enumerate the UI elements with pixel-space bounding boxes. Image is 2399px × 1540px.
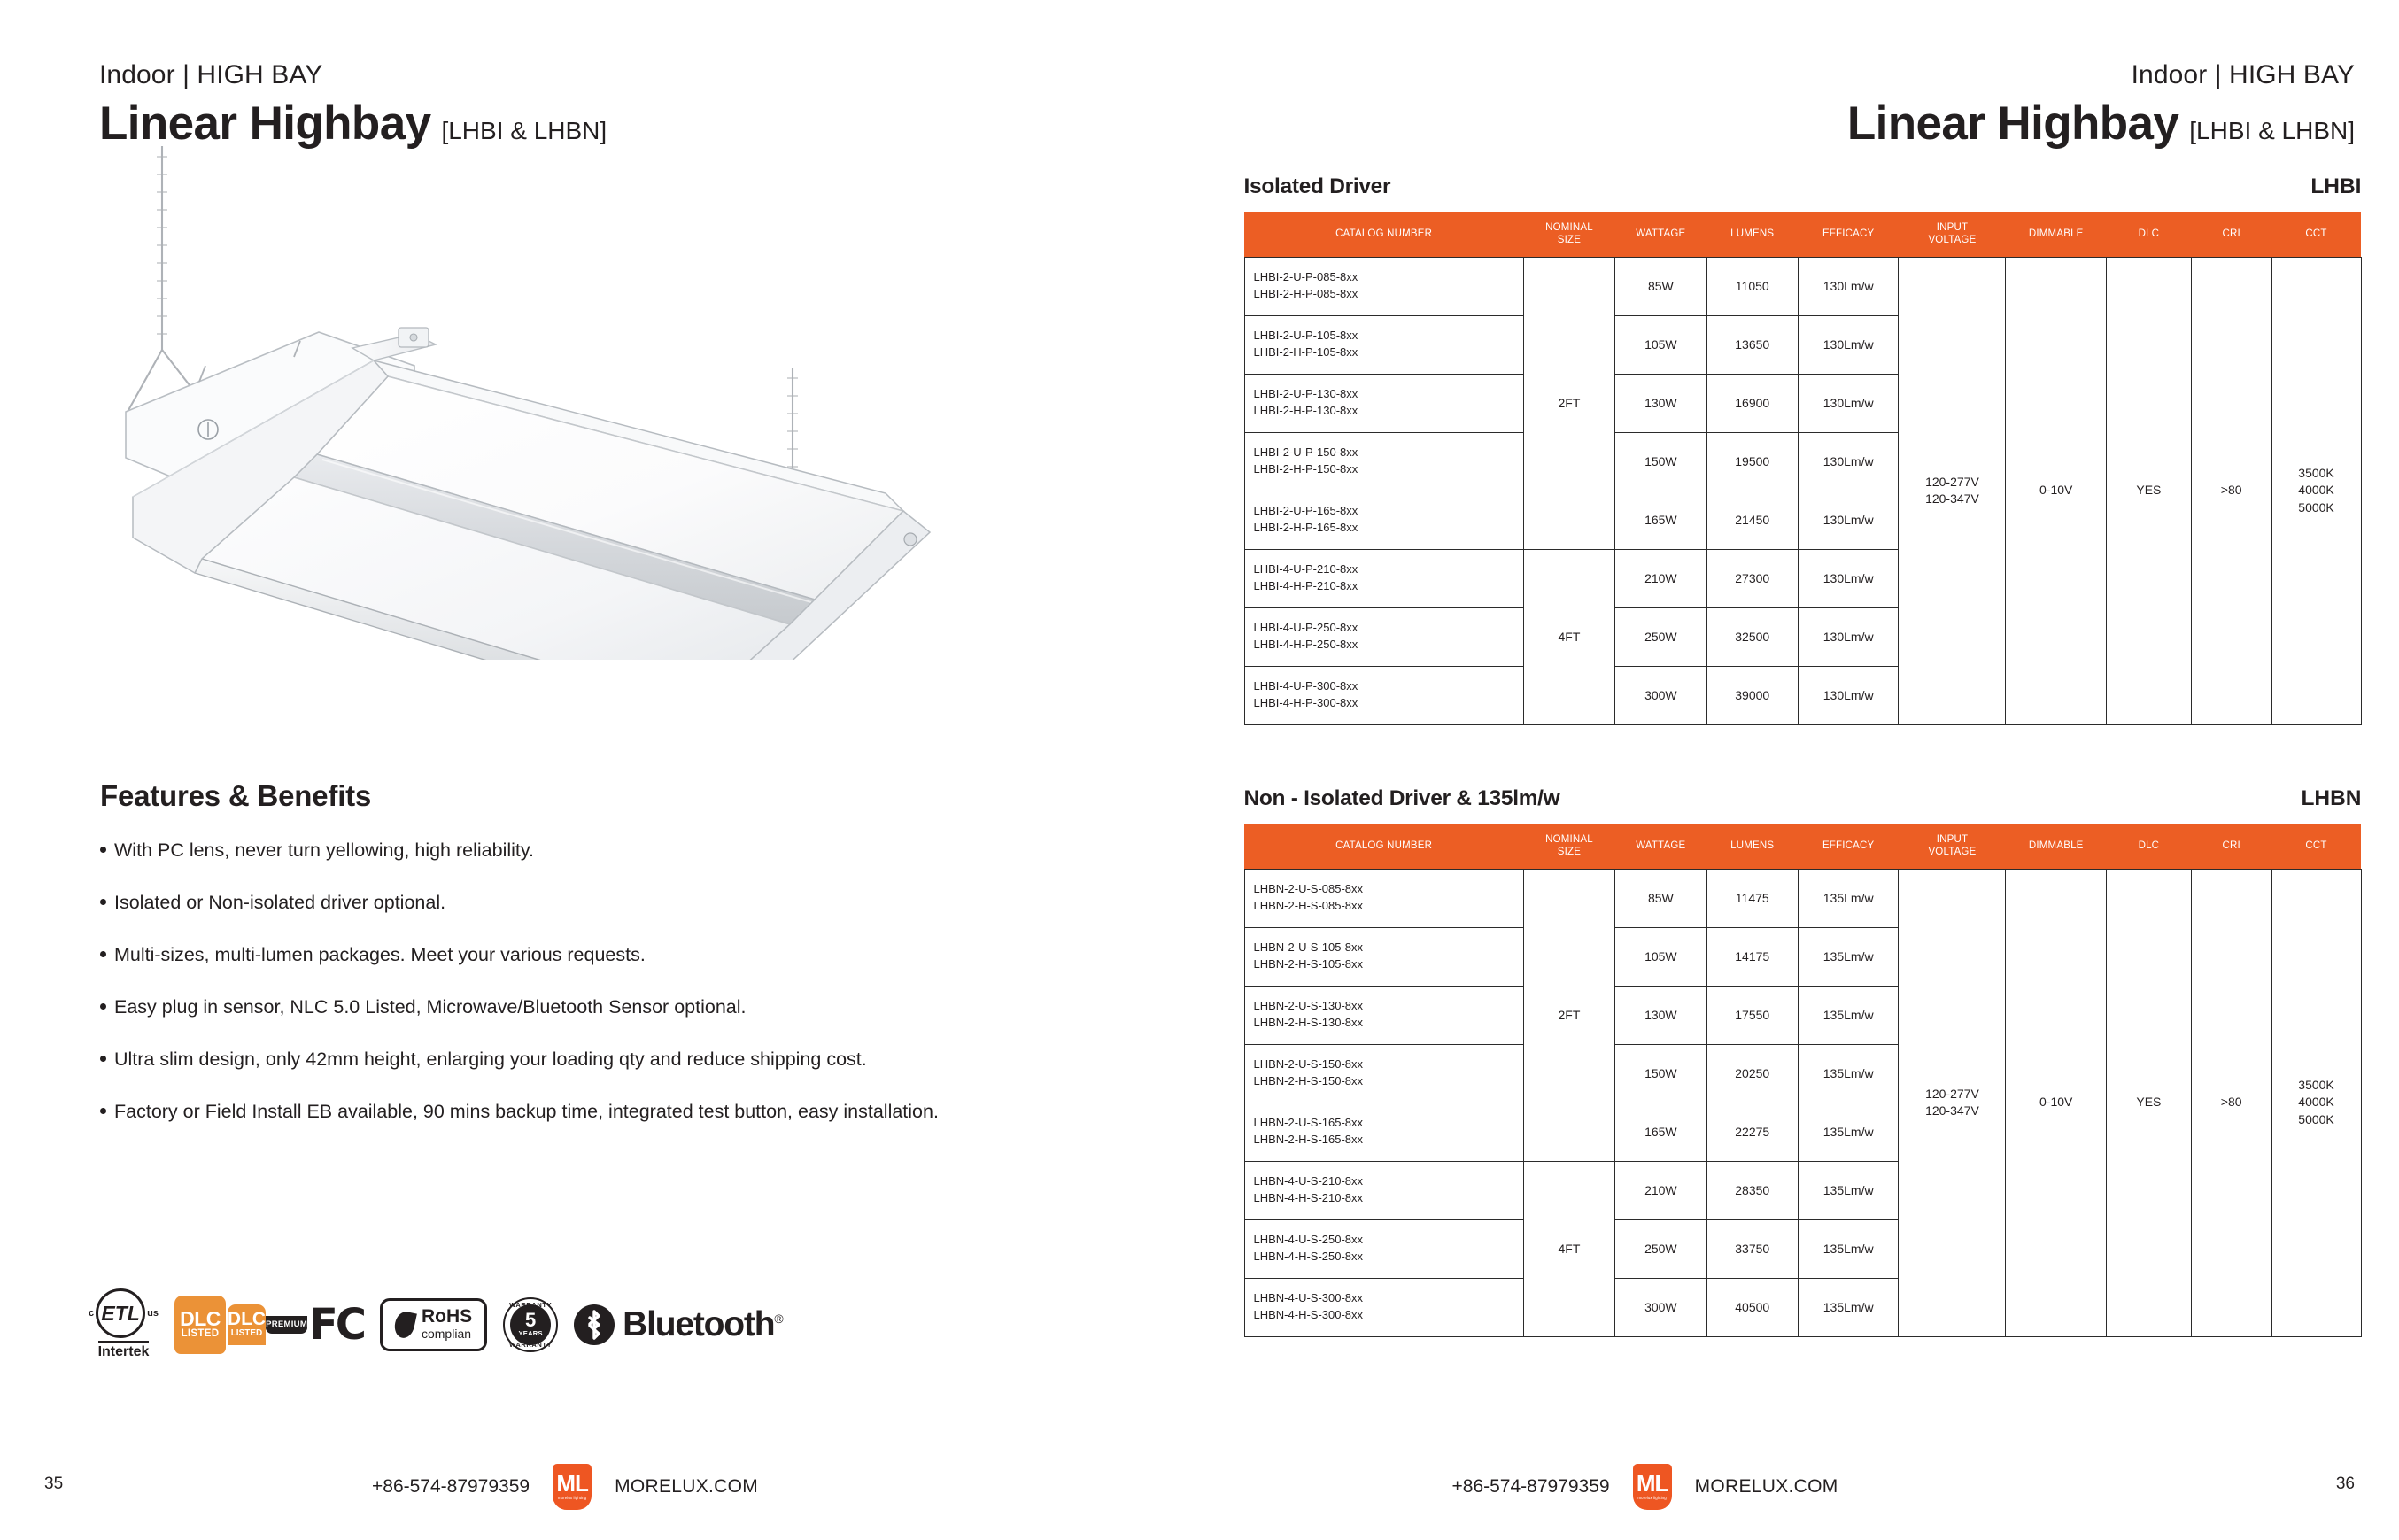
nominal-size-cell: 2FT bbox=[1523, 257, 1614, 549]
bluetooth-icon bbox=[574, 1304, 615, 1345]
table-caption: Isolated Driver bbox=[1243, 174, 1391, 198]
catalog-number-cell: LHBN-2-U-S-150-8xx LHBN-2-H-S-150-8xx bbox=[1244, 1044, 1523, 1103]
certification-badges bbox=[89, 1288, 782, 1360]
table-row bbox=[1244, 257, 2361, 315]
logo-letters: ML bbox=[556, 1469, 588, 1497]
bullet-icon bbox=[100, 951, 106, 957]
lumens-cell: 21450 bbox=[1706, 491, 1798, 549]
page-number: 35 bbox=[44, 1474, 64, 1493]
feature-text: Easy plug in sensor, NLC 5.0 Listed, Microwave/Bluetooth Sensor optional. bbox=[114, 996, 747, 1018]
wattage-cell: 250W bbox=[1615, 607, 1706, 666]
catalog-number-cell: LHBN-2-U-S-085-8xx LHBN-2-H-S-085-8xx bbox=[1244, 869, 1523, 927]
feature-item bbox=[100, 1047, 1145, 1072]
dimmable-cell: 0-10V bbox=[2006, 869, 2106, 1336]
efficacy-cell: 130Lm/w bbox=[1798, 257, 1898, 315]
feature-text: Factory or Field Install EB available, 90 mins backup time, integrated test button, easy installation. bbox=[114, 1101, 939, 1123]
product-codes: [LHBI & LHBN] bbox=[441, 117, 607, 144]
wattage-cell: 300W bbox=[1615, 1278, 1706, 1336]
efficacy-cell: 130Lm/w bbox=[1798, 374, 1898, 432]
dlc-premium-listed-label: LISTED bbox=[230, 1327, 263, 1338]
catalog-number-cell: LHBI-4-U-P-210-8xx LHBI-4-H-P-210-8xx bbox=[1244, 549, 1523, 607]
column-header: LUMENS bbox=[1706, 824, 1798, 869]
page-header-right bbox=[1847, 60, 2355, 151]
page-right bbox=[1200, 0, 2399, 1540]
efficacy-cell: 130Lm/w bbox=[1798, 607, 1898, 666]
column-header: CRI bbox=[2191, 824, 2271, 869]
category-kicker: Indoor | HIGH BAY bbox=[2131, 60, 2355, 89]
dlc-cell: YES bbox=[2106, 257, 2191, 724]
column-header: DLC bbox=[2106, 824, 2191, 869]
column-header: WATTAGE bbox=[1615, 212, 1706, 257]
wattage-cell: 130W bbox=[1615, 986, 1706, 1044]
column-header: NOMINAL SIZE bbox=[1523, 824, 1614, 869]
dlc-cell: YES bbox=[2106, 869, 2191, 1336]
efficacy-cell: 130Lm/w bbox=[1798, 315, 1898, 374]
catalog-number-cell: LHBN-2-U-S-130-8xx LHBN-2-H-S-130-8xx bbox=[1244, 986, 1523, 1044]
catalog-number-cell: LHBI-2-U-P-165-8xx LHBI-2-H-P-165-8xx bbox=[1244, 491, 1523, 549]
rohs-label: RoHS bbox=[421, 1305, 473, 1327]
page-footer-left bbox=[0, 1459, 1200, 1512]
input-voltage-cell: 120-277V 120-347V bbox=[1899, 257, 2006, 724]
etl-mark: ETL bbox=[96, 1288, 145, 1338]
efficacy-cell: 135Lm/w bbox=[1798, 1278, 1898, 1336]
website-url[interactable]: MORELUX.COM bbox=[615, 1476, 759, 1497]
wattage-cell: 165W bbox=[1615, 1103, 1706, 1161]
page-header-left bbox=[99, 60, 607, 151]
efficacy-cell: 135Lm/w bbox=[1798, 1161, 1898, 1219]
column-header: CCT bbox=[2271, 824, 2361, 869]
fcc-badge: FC bbox=[308, 1299, 364, 1350]
wattage-cell: 165W bbox=[1615, 491, 1706, 549]
wattage-cell: 210W bbox=[1615, 549, 1706, 607]
contact-phone[interactable]: +86-574-87979359 bbox=[1451, 1476, 1610, 1497]
efficacy-cell: 135Lm/w bbox=[1798, 1044, 1898, 1103]
bullet-icon bbox=[100, 899, 106, 905]
logo-letters: ML bbox=[1636, 1469, 1668, 1497]
efficacy-cell: 130Lm/w bbox=[1798, 549, 1898, 607]
efficacy-cell: 135Lm/w bbox=[1798, 986, 1898, 1044]
lumens-cell: 27300 bbox=[1706, 549, 1798, 607]
rohs-compliant-label: complian bbox=[421, 1326, 472, 1341]
rohs-badge bbox=[380, 1298, 487, 1351]
bullet-icon bbox=[100, 847, 106, 853]
logo-tagline: morelux lighting bbox=[1637, 1496, 1667, 1501]
nominal-size-cell: 2FT bbox=[1523, 869, 1614, 1161]
table-caption: Non - Isolated Driver & 135lm/w bbox=[1243, 786, 1560, 810]
catalog-number-cell: LHBI-2-U-P-085-8xx LHBI-2-H-P-085-8xx bbox=[1244, 257, 1523, 315]
cri-cell: >80 bbox=[2191, 257, 2271, 724]
feature-item bbox=[100, 942, 1145, 968]
table-series-code: LHBN bbox=[2301, 786, 2362, 810]
bluetooth-label: Bluetooth® bbox=[623, 1304, 783, 1343]
page-number: 36 bbox=[2335, 1474, 2355, 1493]
dlc-label: DLC bbox=[180, 1306, 221, 1330]
column-header: WATTAGE bbox=[1615, 824, 1706, 869]
catalog-number-cell: LHBI-2-U-P-105-8xx LHBI-2-H-P-105-8xx bbox=[1244, 315, 1523, 374]
table-header-row bbox=[1244, 212, 2361, 257]
lumens-cell: 16900 bbox=[1706, 374, 1798, 432]
lumens-cell: 28350 bbox=[1706, 1161, 1798, 1219]
features-heading: Features & Benefits bbox=[100, 779, 372, 812]
wattage-cell: 210W bbox=[1615, 1161, 1706, 1219]
lumens-cell: 11050 bbox=[1706, 257, 1798, 315]
etl-intertek-badge bbox=[89, 1288, 159, 1360]
feature-text: Isolated or Non-isolated driver optional. bbox=[114, 892, 446, 914]
lumens-cell: 11475 bbox=[1706, 869, 1798, 927]
column-header: CCT bbox=[2271, 212, 2361, 257]
column-header: CATALOG NUMBER bbox=[1244, 212, 1523, 257]
feature-item bbox=[100, 1099, 1145, 1125]
efficacy-cell: 135Lm/w bbox=[1798, 1103, 1898, 1161]
input-voltage-cell: 120-277V 120-347V bbox=[1899, 869, 2006, 1336]
cct-cell: 3500K 4000K 5000K bbox=[2271, 257, 2361, 724]
column-header: DLC bbox=[2106, 212, 2191, 257]
efficacy-cell: 130Lm/w bbox=[1798, 666, 1898, 724]
table-row bbox=[1244, 869, 2361, 927]
dlc-premium-badge bbox=[227, 1296, 308, 1354]
lumens-cell: 33750 bbox=[1706, 1219, 1798, 1278]
features-list bbox=[100, 838, 1145, 1125]
suspension-chain-left bbox=[128, 146, 202, 412]
premium-label: PREMIUM bbox=[266, 1316, 307, 1334]
wattage-cell: 105W bbox=[1615, 315, 1706, 374]
wattage-cell: 130W bbox=[1615, 374, 1706, 432]
warranty-years-number: 5 bbox=[525, 1309, 537, 1332]
lumens-cell: 17550 bbox=[1706, 986, 1798, 1044]
column-header: CRI bbox=[2191, 212, 2271, 257]
wattage-cell: 300W bbox=[1615, 666, 1706, 724]
warranty-bottom-label: WARRANTY bbox=[509, 1340, 553, 1349]
efficacy-cell: 130Lm/w bbox=[1798, 432, 1898, 491]
efficacy-cell: 135Lm/w bbox=[1798, 869, 1898, 927]
lumens-cell: 22275 bbox=[1706, 1103, 1798, 1161]
cct-cell: 3500K 4000K 5000K bbox=[2271, 869, 2361, 1336]
feature-text: Multi-sizes, multi-lumen packages. Meet your various requests. bbox=[114, 944, 646, 966]
lumens-cell: 13650 bbox=[1706, 315, 1798, 374]
warranty-badge bbox=[503, 1297, 558, 1352]
spec-table bbox=[1244, 824, 2362, 1337]
wattage-cell: 85W bbox=[1615, 869, 1706, 927]
catalog-number-cell: LHBI-4-U-P-250-8xx LHBI-4-H-P-250-8xx bbox=[1244, 607, 1523, 666]
catalog-number-cell: LHBN-4-U-S-300-8xx LHBN-4-H-S-300-8xx bbox=[1244, 1278, 1523, 1336]
column-header: INPUT VOLTAGE bbox=[1899, 824, 2006, 869]
warranty-years-label: YEARS bbox=[518, 1329, 543, 1338]
dlc-listed-label: LISTED bbox=[181, 1328, 220, 1340]
catalog-number-cell: LHBN-2-U-S-165-8xx LHBN-2-H-S-165-8xx bbox=[1244, 1103, 1523, 1161]
product-codes: [LHBI & LHBN] bbox=[2189, 117, 2355, 144]
page-title: Linear Highbay bbox=[1846, 97, 2179, 150]
feature-item bbox=[100, 838, 1145, 863]
feature-text: With PC lens, never turn yellowing, high reliability. bbox=[114, 840, 534, 861]
column-header: CATALOG NUMBER bbox=[1244, 824, 1523, 869]
wattage-cell: 250W bbox=[1615, 1219, 1706, 1278]
catalog-number-cell: LHBN-4-U-S-210-8xx LHBN-4-H-S-210-8xx bbox=[1244, 1161, 1523, 1219]
logo-tagline: morelux lighting bbox=[557, 1496, 587, 1501]
column-header: EFFICACY bbox=[1798, 824, 1898, 869]
wattage-cell: 85W bbox=[1615, 257, 1706, 315]
table-header-row bbox=[1244, 824, 2361, 869]
catalog-number-cell: LHBI-2-U-P-150-8xx LHBI-2-H-P-150-8xx bbox=[1244, 432, 1523, 491]
dlc-premium-label: DLC bbox=[227, 1309, 267, 1330]
table-series-code: LHBI bbox=[2310, 174, 2362, 198]
warranty-top-label: WARRANTY bbox=[509, 1300, 553, 1309]
catalog-number-cell: LHBI-4-U-P-300-8xx LHBI-4-H-P-300-8xx bbox=[1244, 666, 1523, 724]
contact-phone[interactable]: +86-574-87979359 bbox=[372, 1476, 530, 1497]
bullet-icon bbox=[100, 1003, 106, 1010]
catalog-number-cell: LHBN-4-U-S-250-8xx LHBN-4-H-S-250-8xx bbox=[1244, 1219, 1523, 1278]
nominal-size-cell: 4FT bbox=[1523, 1161, 1614, 1336]
morelux-logo bbox=[1633, 1464, 1672, 1510]
wattage-cell: 105W bbox=[1615, 927, 1706, 986]
lumens-cell: 20250 bbox=[1706, 1044, 1798, 1103]
page-footer-right bbox=[1200, 1459, 2399, 1512]
feature-item bbox=[100, 890, 1145, 916]
lumens-cell: 14175 bbox=[1706, 927, 1798, 986]
etl-us-label: us bbox=[147, 1308, 159, 1319]
feature-item bbox=[100, 994, 1145, 1020]
efficacy-cell: 130Lm/w bbox=[1798, 491, 1898, 549]
efficacy-cell: 135Lm/w bbox=[1798, 1219, 1898, 1278]
nominal-size-cell: 4FT bbox=[1523, 549, 1614, 724]
wattage-cell: 150W bbox=[1615, 432, 1706, 491]
dimmable-cell: 0-10V bbox=[2006, 257, 2106, 724]
page-title: Linear Highbay bbox=[99, 97, 431, 150]
lumens-cell: 19500 bbox=[1706, 432, 1798, 491]
lumens-cell: 39000 bbox=[1706, 666, 1798, 724]
catalog-number-cell: LHBN-2-U-S-105-8xx LHBN-2-H-S-105-8xx bbox=[1244, 927, 1523, 986]
efficacy-cell: 135Lm/w bbox=[1798, 927, 1898, 986]
column-header: LUMENS bbox=[1706, 212, 1798, 257]
wattage-cell: 150W bbox=[1615, 1044, 1706, 1103]
morelux-logo bbox=[553, 1464, 592, 1510]
column-header: DIMMABLE bbox=[2006, 824, 2106, 869]
column-header: INPUT VOLTAGE bbox=[1899, 212, 2006, 257]
spec-table bbox=[1244, 212, 2362, 725]
bullet-icon bbox=[100, 1108, 106, 1114]
bluetooth-badge bbox=[574, 1304, 782, 1345]
dlc-listed-badge bbox=[174, 1296, 226, 1354]
leaf-icon bbox=[392, 1310, 417, 1340]
column-header: EFFICACY bbox=[1798, 212, 1898, 257]
lumens-cell: 40500 bbox=[1706, 1278, 1798, 1336]
spec-table-block-non-isolated bbox=[1244, 786, 2362, 1337]
spec-table-block-isolated bbox=[1244, 174, 2362, 725]
website-url[interactable]: MORELUX.COM bbox=[1694, 1476, 1838, 1497]
bullet-icon bbox=[100, 1056, 106, 1062]
intertek-label: Intertek bbox=[98, 1341, 150, 1360]
etl-c-label: c bbox=[89, 1308, 95, 1319]
catalog-number-cell: LHBI-2-U-P-130-8xx LHBI-2-H-P-130-8xx bbox=[1244, 374, 1523, 432]
category-kicker: Indoor | HIGH BAY bbox=[99, 60, 323, 89]
product-image bbox=[106, 146, 992, 660]
cri-cell: >80 bbox=[2191, 869, 2271, 1336]
lumens-cell: 32500 bbox=[1706, 607, 1798, 666]
features-section bbox=[100, 779, 1145, 1151]
feature-text: Ultra slim design, only 42mm height, enlarging your loading qty and reduce shipping cost. bbox=[114, 1049, 867, 1071]
column-header: NOMINAL SIZE bbox=[1523, 212, 1614, 257]
column-header: DIMMABLE bbox=[2006, 212, 2106, 257]
